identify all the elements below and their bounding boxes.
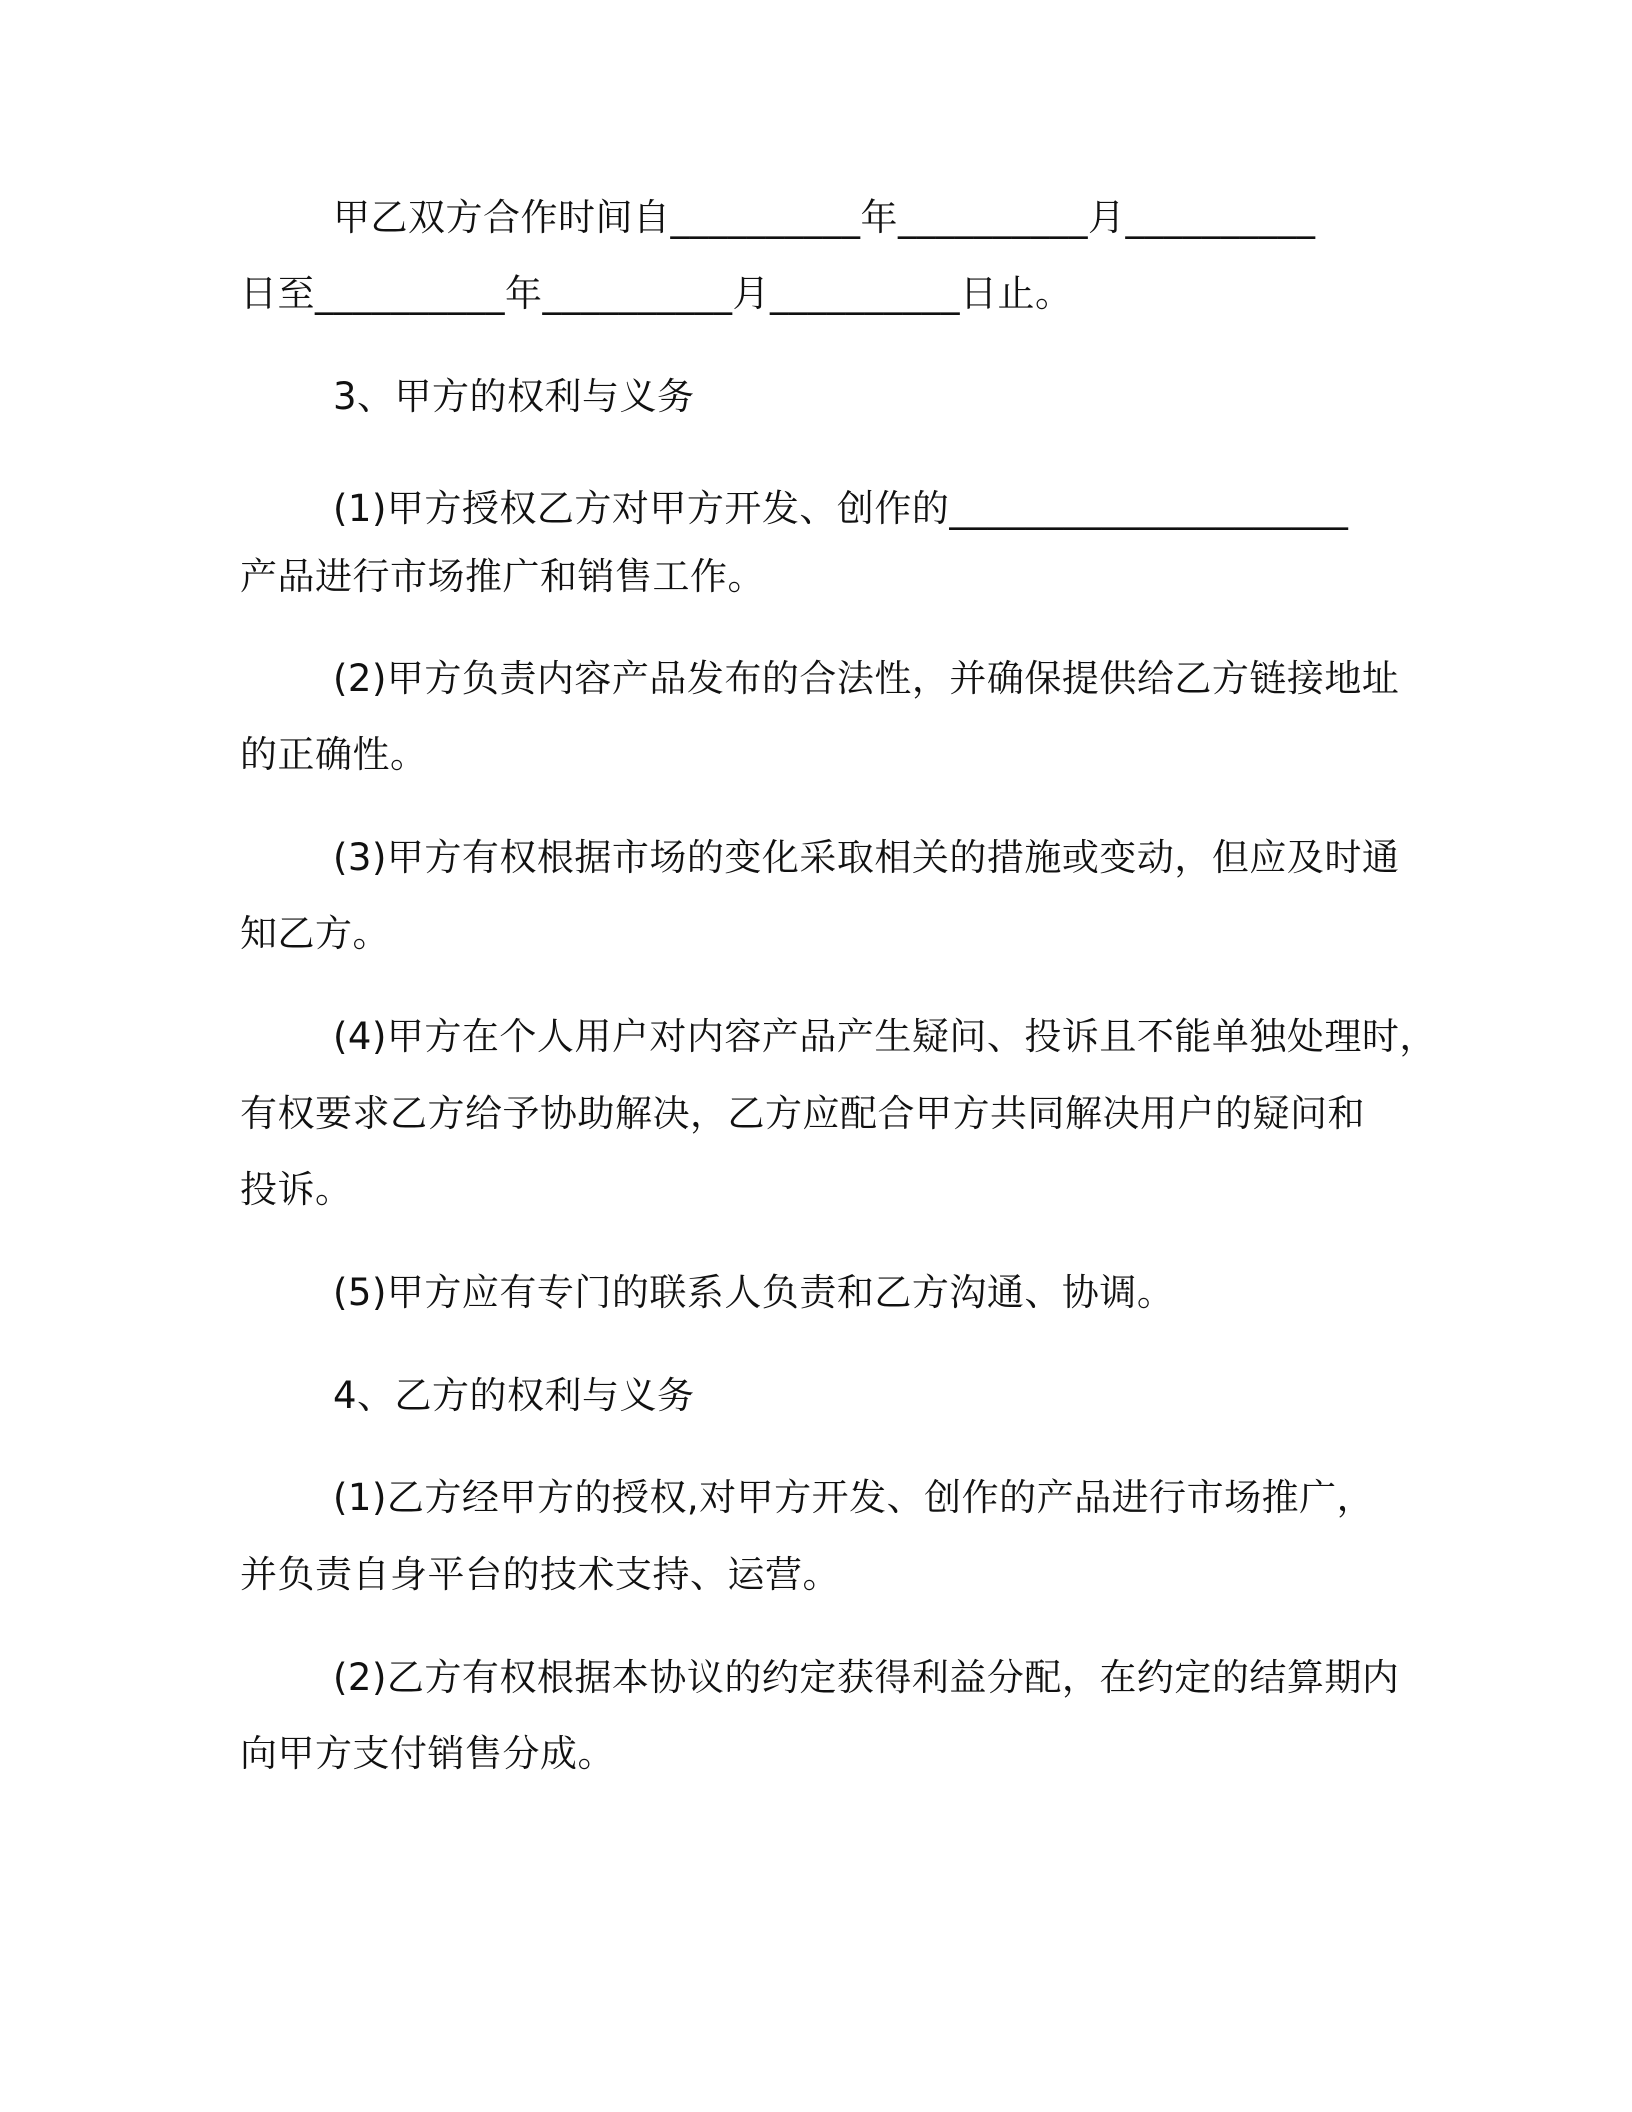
text-line: 有权要求乙方给予协助解决，乙方应配合甲方共同解决用户的疑问和 (240, 1092, 1365, 1135)
section-heading: 4、乙方的权利与义务 (333, 1374, 695, 1417)
text-line: (1)乙方经甲方的授权,对甲方开发、创作的产品进行市场推广， (333, 1476, 1375, 1519)
text-line: 产品进行市场推广和销售工作。 (240, 555, 765, 598)
text-line: (4)甲方在个人用户对内容产品产生疑问、投诉且不能单独处理时， (333, 1015, 1437, 1058)
text-line: 投诉。 (240, 1168, 353, 1211)
text-line: 并负责自身平台的技术支持、运营。 (240, 1553, 840, 1596)
text-line: 知乙方。 (240, 912, 390, 955)
text-line: 的正确性。 (240, 733, 428, 776)
text-line: (5)甲方应有专门的联系人负责和乙方沟通、协调。 (333, 1271, 1175, 1314)
text-line: (2)甲方负责内容产品发布的合法性，并确保提供给乙方链接地址 (333, 657, 1400, 700)
text-line: 向甲方支付销售分成。 (240, 1732, 615, 1775)
section-heading: 3、甲方的权利与义务 (333, 375, 695, 418)
text-line: (3)甲方有权根据市场的变化采取相关的措施或变动，但应及时通 (333, 836, 1400, 879)
text-line: 日至__________年__________月__________日止。 (240, 272, 1073, 315)
text-line: 甲乙双方合作时间自__________年__________月__________ (333, 196, 1316, 239)
text-line: (2)乙方有权根据本协议的约定获得利益分配，在约定的结算期内 (333, 1656, 1400, 1699)
text-line: (1)甲方授权乙方对甲方开发、创作的_____________________ (333, 487, 1349, 530)
